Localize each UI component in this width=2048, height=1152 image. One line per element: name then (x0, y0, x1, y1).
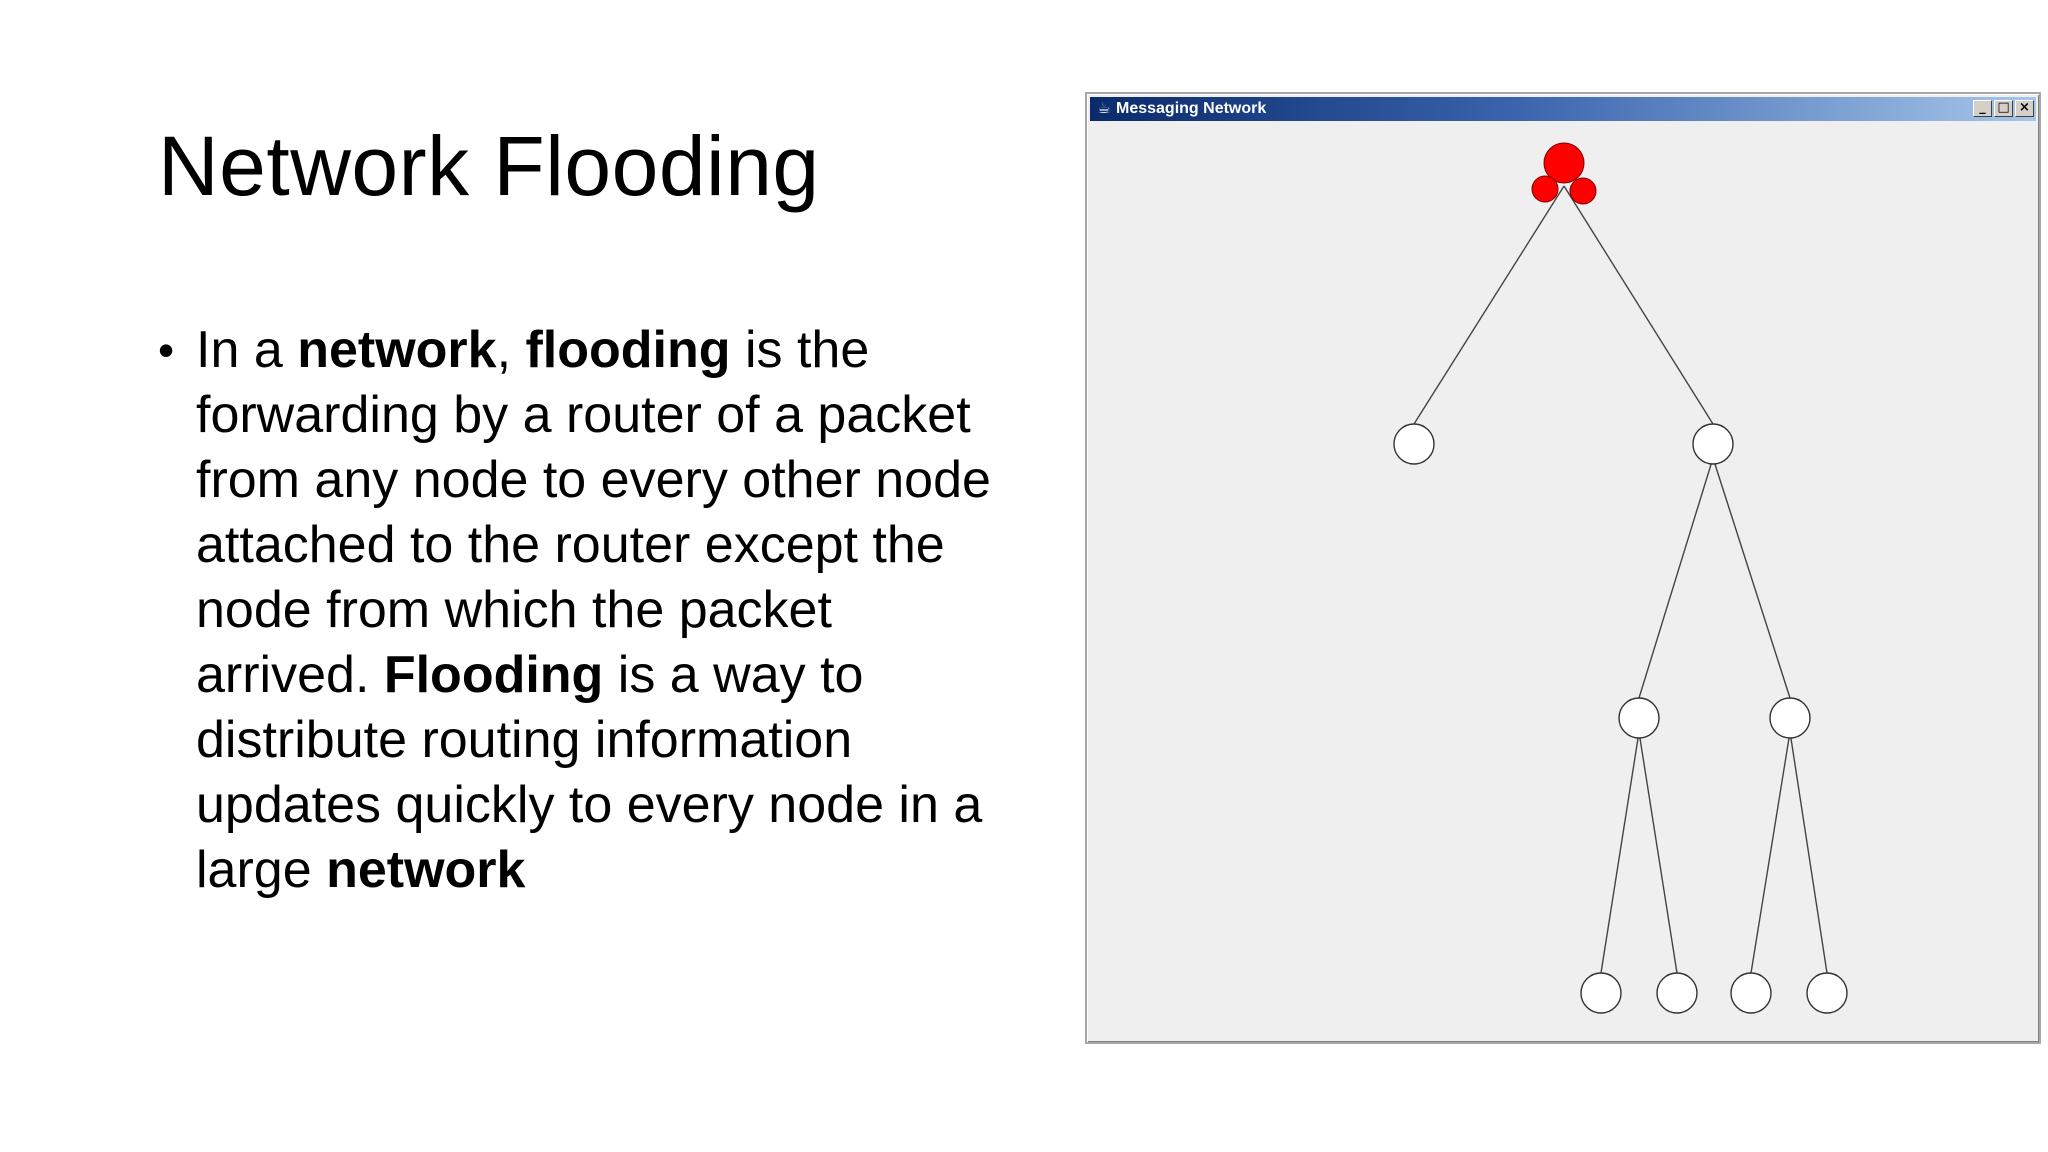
bullet-text (196, 318, 1018, 903)
text-run: , (496, 321, 526, 379)
network-canvas (1090, 121, 2036, 1039)
packet-3 (1570, 178, 1596, 204)
text-run: In a (196, 321, 298, 379)
slide-title: Network Flooding (158, 119, 820, 213)
close-button[interactable]: × (2015, 100, 2034, 117)
network-node-l1b (1693, 424, 1733, 464)
edge-root-l1b (1564, 186, 1713, 424)
network-node-l2b (1770, 698, 1810, 738)
edge-l1b-l2b (1713, 458, 1790, 698)
network-node-l3d (1807, 973, 1847, 1013)
maximize-button[interactable]: □ (1994, 100, 2013, 117)
window-title: Messaging Network (1116, 100, 1267, 117)
network-node-l3b (1657, 973, 1697, 1013)
bullet-dot-icon: • (158, 324, 175, 376)
edge-l2b-l3c (1751, 732, 1790, 973)
edge-l2b-l3d (1790, 732, 1827, 973)
text-run: is the forwarding by a router of a packet from any node to every other node attached to the router except the node from which the packet arrived. (196, 321, 991, 704)
edge-root-l1a (1414, 186, 1564, 424)
bold-term-network: network (297, 321, 497, 379)
edge-l2a-l3a (1601, 732, 1639, 973)
window-controls (1973, 100, 2034, 117)
network-node-l3c (1731, 973, 1771, 1013)
messaging-network-window (1085, 92, 2041, 1044)
network-node-l1a (1394, 424, 1434, 464)
text-run: is a way to distribute routing information updates quickly to every node in a large (196, 646, 983, 899)
window-titlebar[interactable] (1090, 97, 2036, 121)
network-node-l2a (1619, 698, 1659, 738)
edge-l1b-l2a (1639, 458, 1713, 698)
network-tree-diagram (1090, 121, 2036, 1037)
bold-term-flooding-2: Flooding (383, 646, 604, 704)
java-cup-icon[interactable]: ☕ (1097, 100, 1111, 117)
minimize-button[interactable]: _ (1973, 100, 1992, 117)
bold-term-flooding: flooding (525, 321, 731, 379)
bullet-paragraph (158, 318, 1018, 903)
packet-2 (1532, 176, 1558, 202)
bold-term-network-2: network (326, 841, 526, 899)
edge-l2a-l3b (1639, 732, 1677, 973)
network-node-l3a (1581, 973, 1621, 1013)
